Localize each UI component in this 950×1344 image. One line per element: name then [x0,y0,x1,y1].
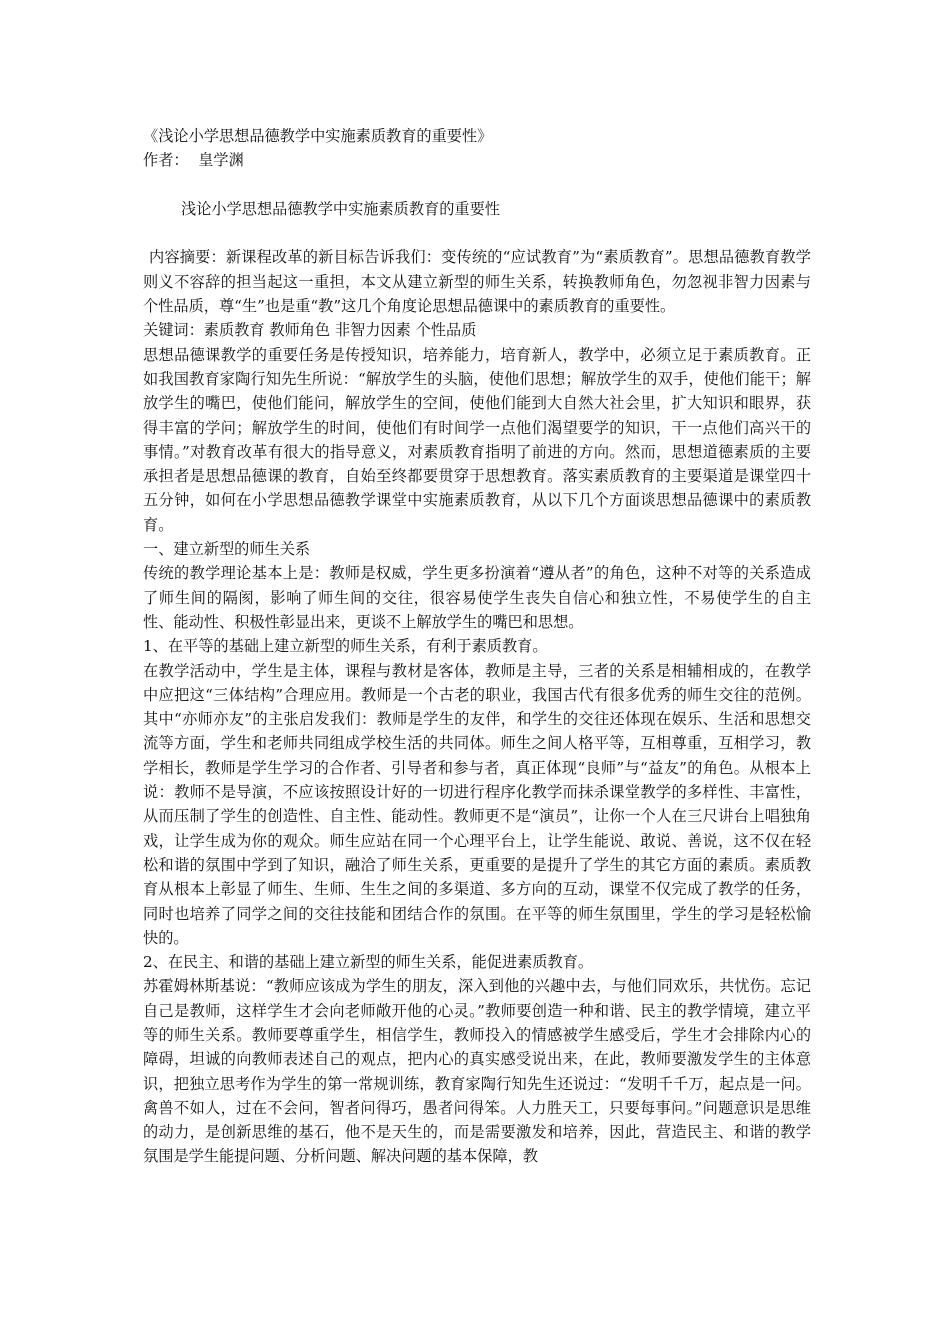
author-line [143,148,811,172]
body-paragraph: 苏霍姆林斯基说：“教师应该成为学生的朋友，深入到他的兴趣中去，与他们同欢乐，共忧伤。忘记自己是教师，这样学生才会向老师敞开他的心灵。”教师要创造一种和谐、民主的教学情境，建立平等的师生关系。教师要尊重学生，相信学生，教师投入的情感被学生感受后，学生才会排除内心的障碍，坦诚的向教师表述自己的观点，把内心的真实感受说出来，在此，教师要激发学生的主体意识，把独立思考作为学生的第一常规训练，教育家陶行知先生还说过：“发明千千万，起点是一问。禽兽不如人，过在不会问，智者问得巧，愚者问得笨。人力胜天工，只要每事问。”问题意识是思维的动力，是创新思维的基石，他不是天生的，而是需要激发和培养，因此，营造民主、和谐的教学氛围是学生能提问题、分析问题、解决问题的基本保障，教 [143,977,811,1166]
document-page [143,124,811,1169]
subsection-heading: 2、在民主、和谐的基础上建立新型的师生关系，能促进素质教育。 [143,953,594,972]
article-title: 浅论小学思想品德教学中实施素质教育的重要性 [181,199,500,218]
author-name: 皇学渊 [198,151,244,170]
body-paragraph: 传统的教学理论基本上是：教师是权威，学生更多扮演着“遵从者”的角色，这种不对等的关系造成了师生间的隔阂，影响了师生间的交往，很容易使学生丧失自信心和独立性，不易使学生的自主性、能动性、积极性彰显出来，更谈不上解放学生的嘴巴和思想。 [143,564,811,631]
section-heading: 一、建立新型的师生关系 [143,540,311,559]
spacer [143,221,811,245]
body-paragraph: 思想品德课教学的重要任务是传授知识，培养能力，培育新人，教学中，必须立足于素质教育。正如我国教育家陶行知先生所说：“解放学生的头脑，使他们思想；解放学生的双手，使他们能干；解放学生的嘴巴，使他们能问，解放学生的空间，使他们能到大自然大社会里，扩大知识和眼界，获得丰富的学问；解放学生的时间，使他们有时间学一点他们渴望要学的知识，干一点他们高兴干的事情。”对教育改革有很大的指导意义，对素质教育指明了前进的方向。然而，思想道德素质的主要承担者是思想品德课的教育，自始至终都要贯穿于思想教育。落实素质教育的主要渠道是课堂四十五分钟，如何在小学思想品德教学课堂中实施素质教育，从以下几个方面谈思想品德课中的素质教育。 [143,345,811,534]
body-paragraph: 在教学活动中，学生是主体，课程与教材是客体，教师是主导，三者的关系是相辅相成的，在教学中应把这“三体结构”合理应用。教师是一个古老的职业，我国古代有很多优秀的师生交往的范例。其中“亦师亦友”的主张启发我们：教师是学生的友伴，和学生的交往还体现在娱乐、生活和思想交流等方面，学生和老师共同组成学校生活的共同体。师生之间人格平等，互相尊重，互相学习，教学相长，教师是学生学习的合作者、引导者和参与者，真正体现“良师”与“益友”的角色。从根本上说：教师不是导演，不应该按照设计好的一切进行程序化教学而抹杀课堂教学的多样性、丰富性，从而压制了学生的创造性、自主性、能动性。教师更不是“演员”，让你一个人在三尺讲台上唱独角戏，让学生成为你的观众。师生应站在同一个心理平台上，让学生能说、敢说、善说，这不仅在轻松和谐的氛围中学到了知识，融洽了师生关系，更重要的是提升了学生的其它方面的素质。素质教育从根本上彰显了师生、生师、生生之间的多渠道、多方向的互动，课堂不仅完成了教学的任务，同时也培养了同学之间的交往技能和团结合作的氛围。在平等的师生氛围里，学生的学习是轻松愉快的。 [143,661,811,947]
author-label: 作者： [143,151,189,170]
document-heading: 《浅论小学思想品德教学中实施素质教育的重要性》 [143,127,493,145]
subsection-heading: 1、在平等的基础上建立新型的师生关系，有利于素质教育。 [143,637,548,656]
keywords-line: 关键词：素质教育 教师角色 非智力因素 个性品质 [143,321,477,340]
spacer [143,173,811,197]
abstract-paragraph: 内容摘要：新课程改革的新目标告诉我们：变传统的“应试教育”为“素质教育”。思想品德教育教学则义不容辞的担当起这一重担，本文从建立新型的师生关系，转换教师角色，勿忽视非智力因素与个性品质，尊“生”也是重“教”这几个角度论思想品德课中的素质教育的重要性。 [143,248,811,316]
